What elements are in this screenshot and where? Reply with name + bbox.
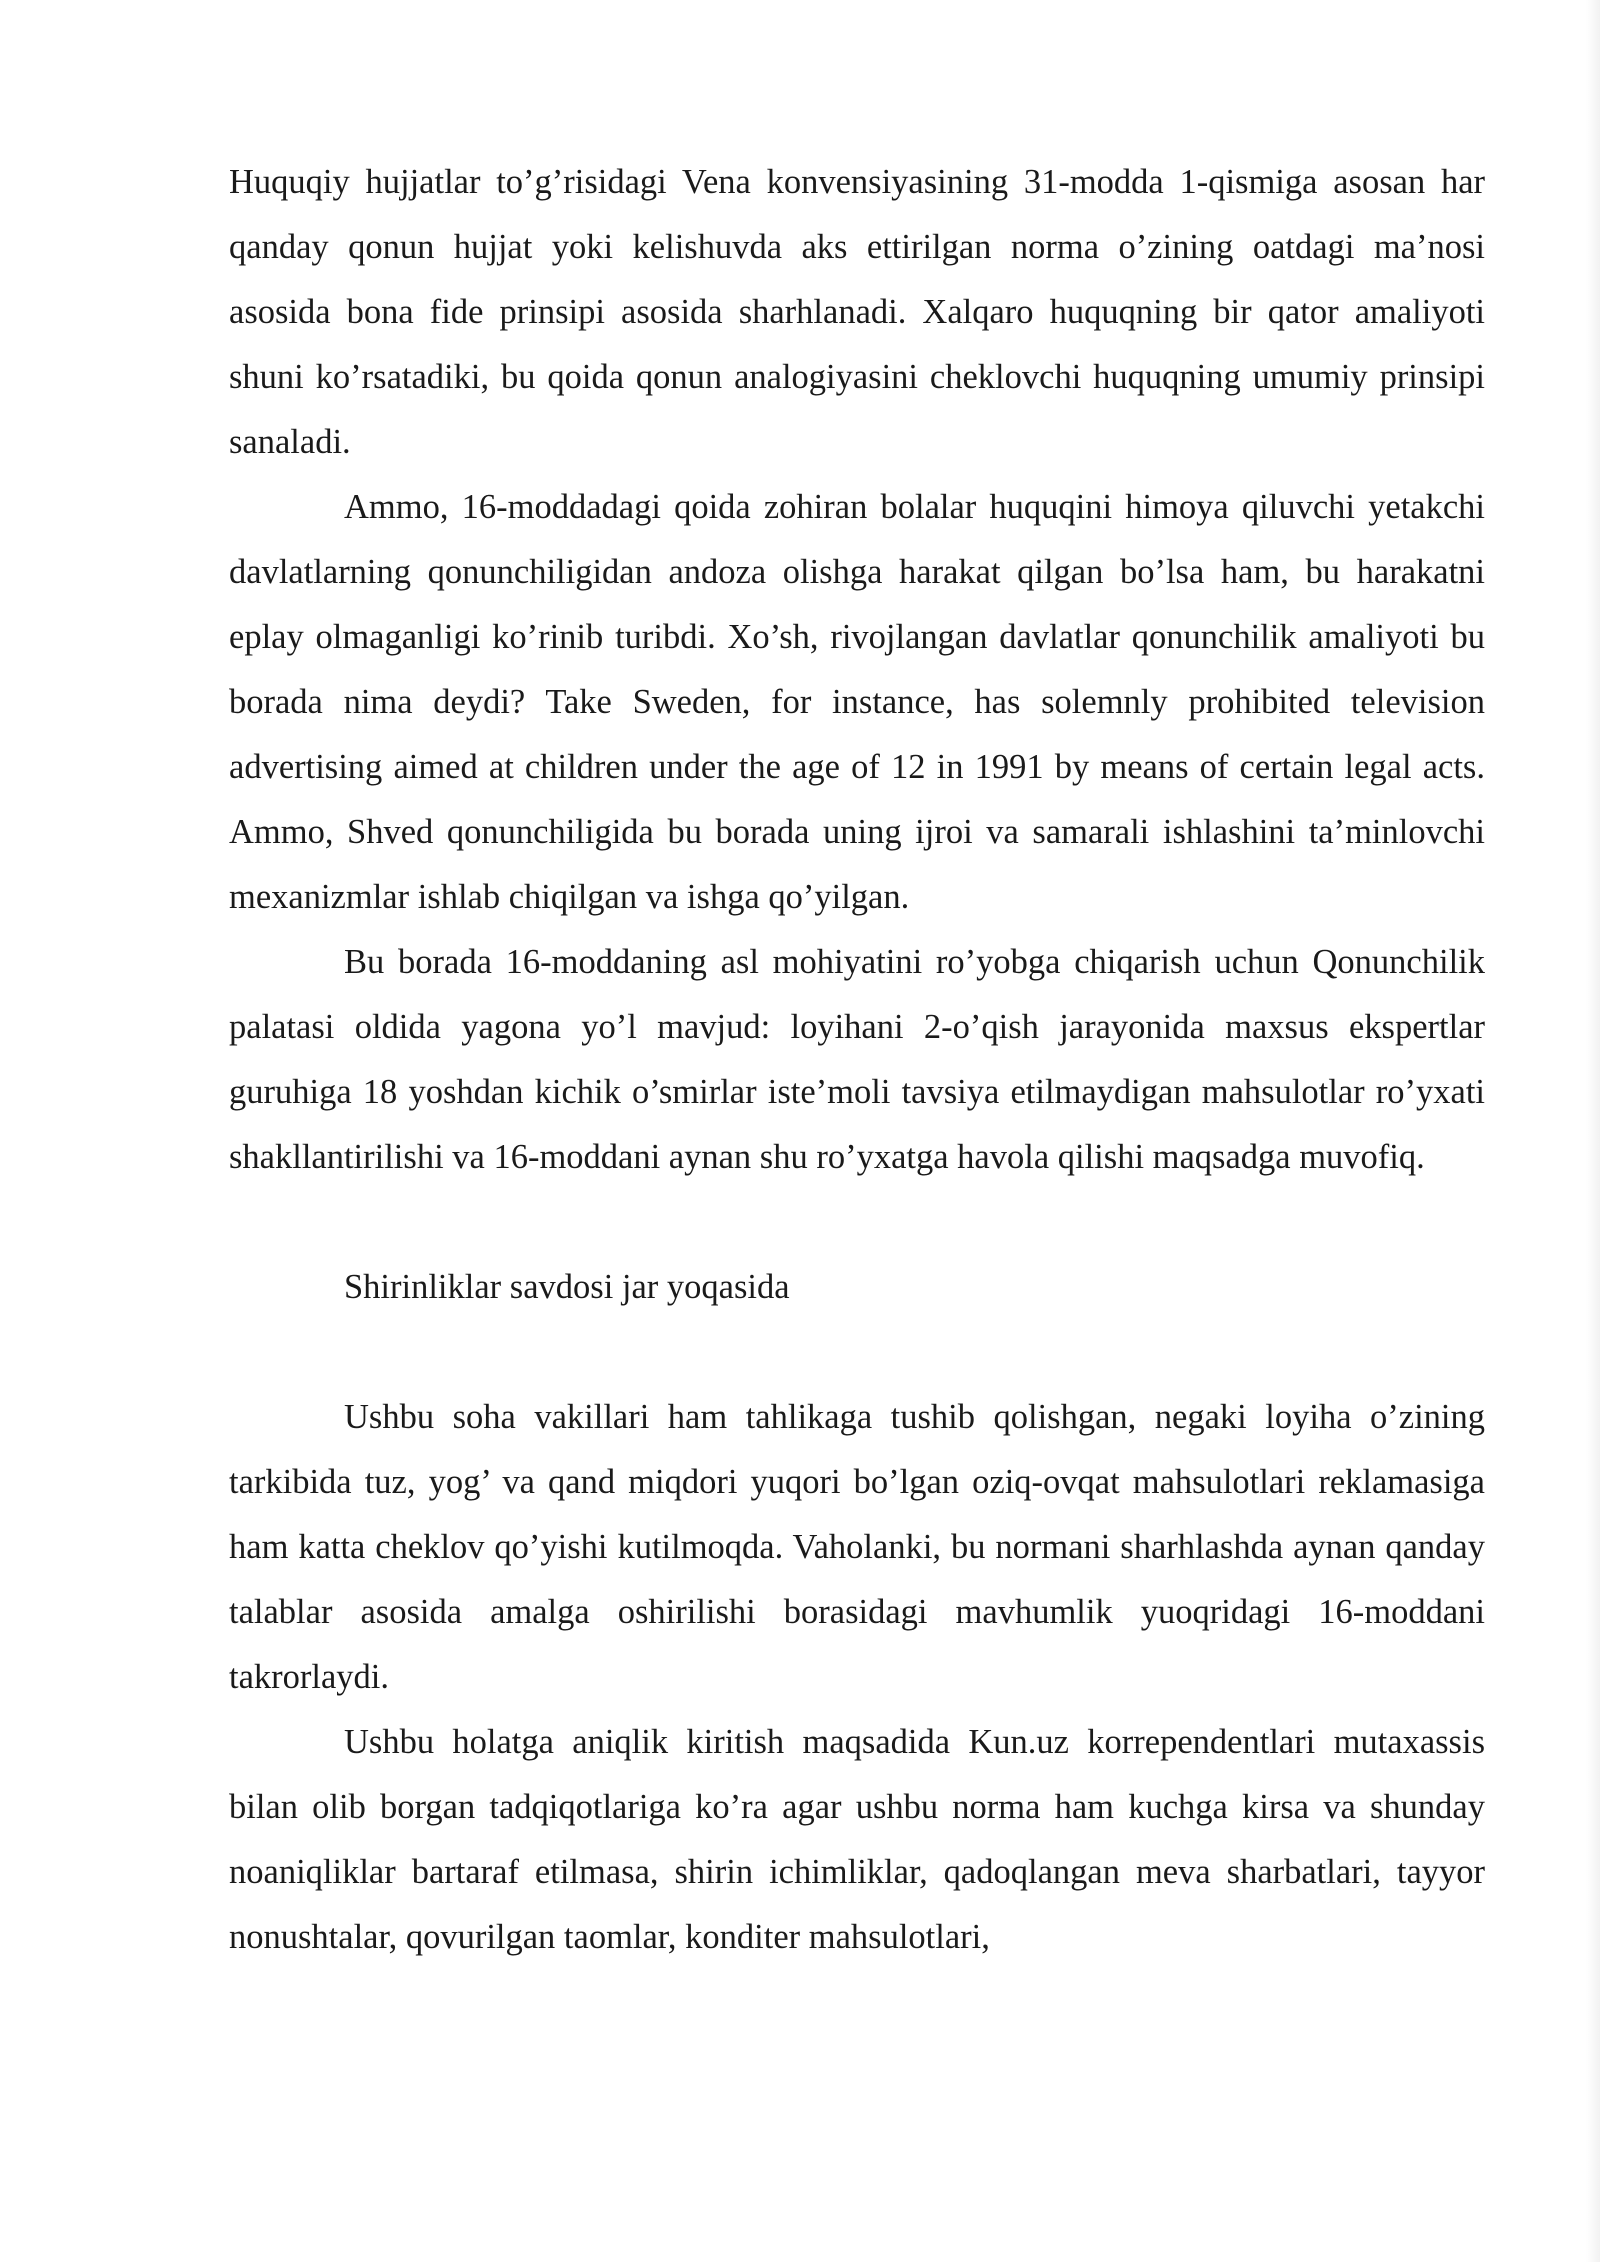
paragraph-3: Bu borada 16-moddaning asl mohiyatini ro’yobga chiqarish uchun Qonunchilik palatasi oldida yagona yo’l mavjud: loyihani 2-o’qish jarayonida maxsus ekspertlar guruhiga 18 yoshdan kichik o’smirlar iste’moli tavsiya etilmaydigan mahsulotlar ro’yxati shakllantirilishi va 16-moddani aynan shu ro’yxatga havola qilishi maqsadga muvofiq. [229,943,1485,1176]
page-edge-shadow [1586,0,1600,2262]
paragraph-4: Ushbu soha vakillari ham tahlikaga tushib qolishgan, negaki loyiha o’zining tarkibida tuz, yog’ va qand miqdori yuqori bo’lgan oziq-ovqat mahsulotlari reklamasiga ham katta cheklov qo’yishi kutilmoqda. Vaholanki, bu normani sharhlashda aynan qanday talablar asosida amalga oshirilishi borasidagi mavhumlik yuoqridagi 16-moddani takrorlaydi. [229,1398,1485,1696]
paragraph-1: Huquqiy hujjatlar to’g’risidagi Vena konvensiyasining 31-modda 1-qismiga asosan har qanday qonun hujjat yoki kelishuvda aks ettirilgan norma o’zining oatdagi ma’nosi asosida bona fide prinsipi asosida sharhlanadi. Xalqaro huquqning bir qator amaliyoti shuni ko’rsatadiki, bu qoida qonun analogiyasini cheklovchi huquqning umumiy prinsipi sanaladi. [229,163,1485,461]
paragraph-5: Ushbu holatga aniqlik kiritish maqsadida Kun.uz korrependentlari mutaxassis bilan olib borgan tadqiqotlariga ko’ra agar ushbu norma ham kuchga kirsa va shunday noaniqliklar bartaraf etilmasa, shirin ichimliklar, qadoqlangan meva sharbatlari, tayyor nonushtalar, qovurilgan taomlar, konditer mahsulotlari, [229,1723,1485,1956]
paragraph-2: Ammo, 16-moddadagi qoida zohiran bolalar huquqini himoya qiluvchi yetakchi davlatlarning qonunchiligidan andoza olishga harakat qilgan bo’lsa ham, bu harakatni eplay olmaganligi ko’rinib turibdi. Xo’sh, rivojlangan davlatlar qonunchilik amaliyoti bu borada nima deydi? Take Sweden, for instance, has solemnly prohibited television advertising aimed at children under the age of 12 in 1991 by means of certain legal acts. Ammo, Shved qonunchiligida bu borada uning ijroi va samarali ishlashini ta’minlovchi mexanizmlar ishlab chiqilgan va ishga qo’yilgan. [229,488,1485,916]
document-page [229,150,1485,1970]
section-heading: Shirinliklar savdosi jar yoqasida [344,1268,790,1306]
